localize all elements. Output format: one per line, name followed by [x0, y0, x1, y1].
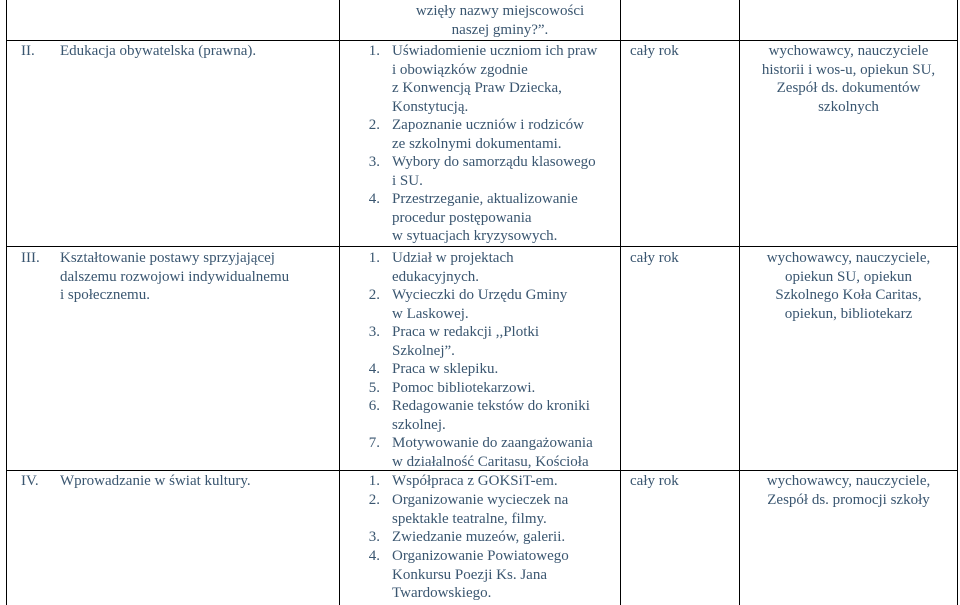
task-text: Zwiedzanie muzeów, galerii. [392, 529, 566, 545]
column-divider-2 [620, 0, 621, 605]
term: cały rok [630, 473, 679, 489]
task-number: 7. [368, 435, 380, 451]
task-text: Wycieczki do Urzędu Gminy w Laskowej. [392, 287, 568, 322]
row-divider-2 [6, 246, 957, 247]
task-text: Wybory do samorządu klasowego i SU. [392, 154, 596, 189]
column-divider-1 [339, 0, 340, 605]
task-number: 6. [368, 398, 380, 414]
responsible: wychowawcy, nauczyciele, opiekun SU, opiekun Szkolnego Koła Caritas, opiekun, bibliotekarz [766, 250, 931, 322]
task-text: Organizowanie Powiatowego Konkursu Poezji Ks. Jana Twardowskiego. [392, 548, 569, 601]
task-number: 2. [368, 117, 380, 133]
task-text: Zapoznanie uczniów i rodziców ze szkolnymi dokumentami. [392, 117, 585, 152]
task-number: 4. [368, 191, 380, 207]
task-text: Przestrzeganie, aktualizowanie procedur postępowania w sytuacjach kryzysowych. [392, 191, 578, 244]
task-number: 2. [368, 287, 380, 303]
tasks-continuation: wzięły nazwy miejscowości naszej gminy?”. [415, 3, 585, 38]
task-number: 5. [368, 380, 380, 396]
row-numeral: II. [21, 43, 35, 59]
task-number: 4. [368, 361, 380, 377]
task-text: Organizowanie wycieczek na spektakle teatralne, filmy. [392, 492, 569, 527]
table-border-left [6, 0, 7, 605]
task-number: 3. [368, 324, 380, 340]
task-text: Pomoc bibliotekarzowi. [392, 380, 536, 396]
task-number: 2. [368, 492, 380, 508]
task-number: 1. [368, 43, 380, 59]
table-border-right [957, 0, 958, 605]
task-number: 3. [368, 154, 380, 170]
task-number: 1. [368, 250, 380, 266]
task-number: 1. [368, 473, 380, 489]
task-text: Praca w sklepiku. [392, 361, 499, 377]
term: cały rok [630, 43, 679, 59]
task-text: Praca w redakcji ,,Plotki Szkolnej”. [392, 324, 540, 359]
term: cały rok [630, 250, 679, 266]
area-title: Kształtowanie postawy sprzyjającej dalszemu rozwojowi indywidualnemu i społecznemu. [60, 250, 290, 303]
task-number: 3. [368, 529, 380, 545]
task-number: 4. [368, 548, 380, 564]
area-title: Edukacja obywatelska (prawna). [60, 43, 257, 59]
task-text: Współpraca z GOKSiT-em. [392, 473, 558, 489]
task-text: Udział w projektach edukacyjnych. [392, 250, 514, 285]
responsible: wychowawcy, nauczyciele historii i wos-u, opiekun SU, Zespół ds. dokumentów szkolnych [761, 43, 936, 115]
row-numeral: III. [21, 250, 40, 266]
area-title: Wprowadzanie w świat kultury. [60, 473, 251, 489]
task-text: Redagowanie tekstów do kroniki szkolnej. [392, 398, 590, 433]
task-text: Uświadomienie uczniom ich praw i obowiązków zgodnie z Konwencją Praw Dziecka, Konstytucją. [392, 43, 598, 115]
row-numeral: IV. [21, 473, 39, 489]
task-text: Motywowanie do zaangażowania w działalność Caritasu, Kościoła [392, 435, 593, 470]
responsible: wychowawcy, nauczyciele, Zespół ds. promocji szkoły [766, 473, 931, 508]
row-divider-1 [6, 40, 957, 41]
